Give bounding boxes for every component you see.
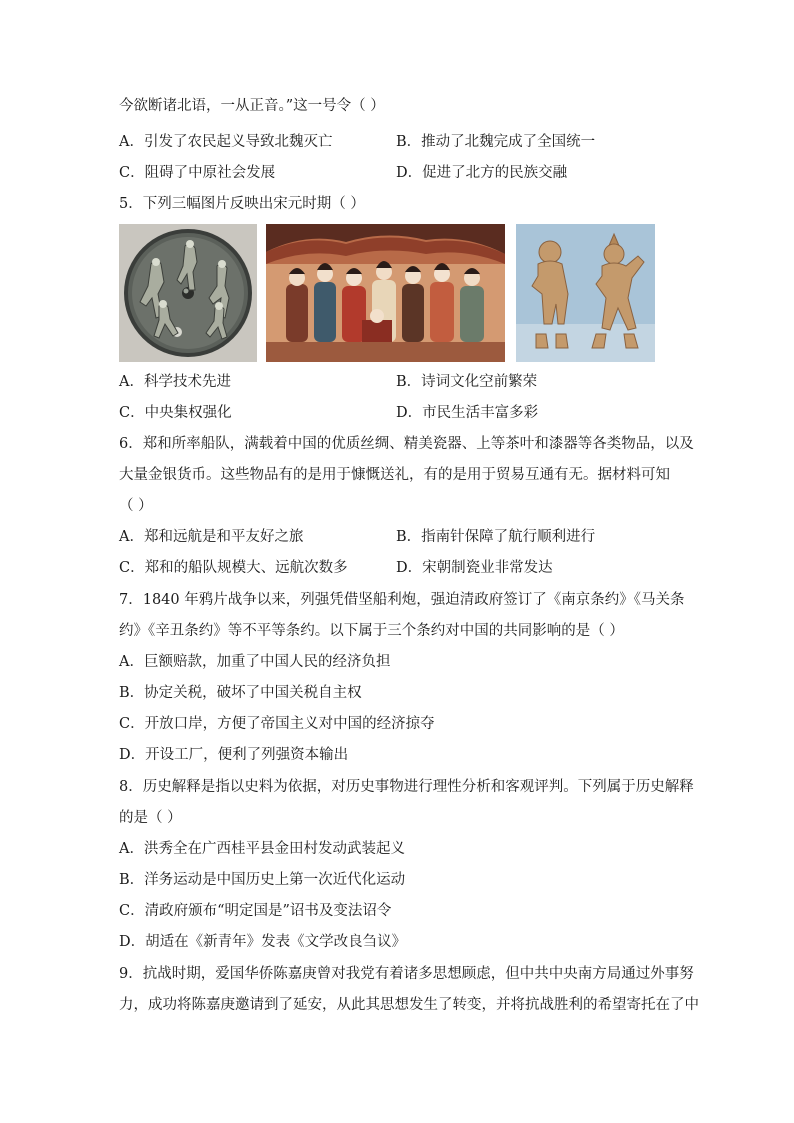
q6-option-d: D．宋朝制瓷业非常发达: [396, 560, 553, 576]
q4-option-b: B．推动了北魏完成了全国统一: [396, 134, 596, 150]
q5-option-b: B．诗词文化空前繁荣: [396, 374, 538, 390]
question-5-stem: 5．下列三幅图片反映出宋元时期（ ）: [119, 196, 365, 212]
question-7-stem-line-1: 7．1840 年鸦片战争以来，列强凭借坚船利炮，强迫清政府签订了《南京条约》《马关条: [119, 592, 685, 608]
question-6-stem-line-3: （ ）: [119, 498, 153, 514]
question-7-stem-line-2: 约》《辛丑条约》等不平等条约。以下属于三个条约对中国的共同影响的是（ ）: [119, 623, 624, 639]
question-8-stem-line-1: 8．历史解释是指以史料为依据，对历史事物进行理性分析和客观评判。下列属于历史解释: [119, 779, 694, 795]
q6-option-b: B．指南针保障了航行顺利进行: [396, 529, 596, 545]
q5-option-c: C．中央集权强化: [119, 405, 232, 421]
question-8-stem-line-2: 的是（ ）: [119, 810, 182, 826]
q7-option-a: A．巨额赔款，加重了中国人民的经济负担: [119, 654, 391, 670]
q5-option-a: A．科学技术先进: [119, 374, 231, 390]
q7-option-b: B．协定关税，破坏了中国关税自主权: [119, 685, 362, 701]
q7-option-c: C．开放口岸，方便了帝国主义对中国的经济掠夺: [119, 716, 435, 732]
question-6-stem-line-1: 6．郑和所率船队，满载着中国的优质丝绸、精美瓷器、上等茶叶和漆器等各类物品，以及: [119, 436, 694, 452]
q5-option-d: D．市民生活丰富多彩: [396, 405, 539, 421]
question-6-stem-line-2: 大量金银货币。这些物品有的是用于慷慨送礼，有的是用于贸易互通有无。据材料可知: [119, 467, 670, 483]
q4-option-a: A．引发了农民起义导致北魏灭亡: [119, 134, 333, 150]
tomb-mural-musicians-image: [266, 224, 505, 362]
q4-option-c: C．阻碍了中原社会发展: [119, 165, 276, 181]
q8-option-c: C．清政府颁布“明定国是”诏书及变法诏令: [119, 903, 392, 919]
q8-option-a: A．洪秀全在广西桂平县金田村发动武装起义: [119, 841, 405, 857]
q4-option-d: D．促进了北方的民族交融: [396, 165, 568, 181]
question-9-stem-line-1: 9．抗战时期，爱国华侨陈嘉庚曾对我党有着诸多思想顾虑，但中共中央南方局通过外事努: [119, 966, 694, 982]
question-4-stem-tail: 今欲断诸北语，一从正音。”这一号令（ ）: [119, 98, 385, 114]
q8-option-b: B．洋务运动是中国历史上第一次近代化运动: [119, 872, 406, 888]
pottery-figurines-image: [516, 224, 655, 362]
q6-option-a: A．郑和远航是和平友好之旅: [119, 529, 304, 545]
bronze-mirror-cuju-image: [119, 224, 257, 362]
q6-option-c: C．郑和的船队规模大、远航次数多: [119, 560, 348, 576]
q8-option-d: D．胡适在《新青年》发表《文学改良刍议》: [119, 934, 407, 950]
question-9-stem-line-2: 力，成功将陈嘉庚邀请到了延安，从此其思想发生了转变，并将抗战胜利的希望寄托在了中: [119, 997, 699, 1013]
q7-option-d: D．开设工厂，便利了列强资本输出: [119, 747, 349, 763]
question-5-images: [119, 224, 655, 362]
